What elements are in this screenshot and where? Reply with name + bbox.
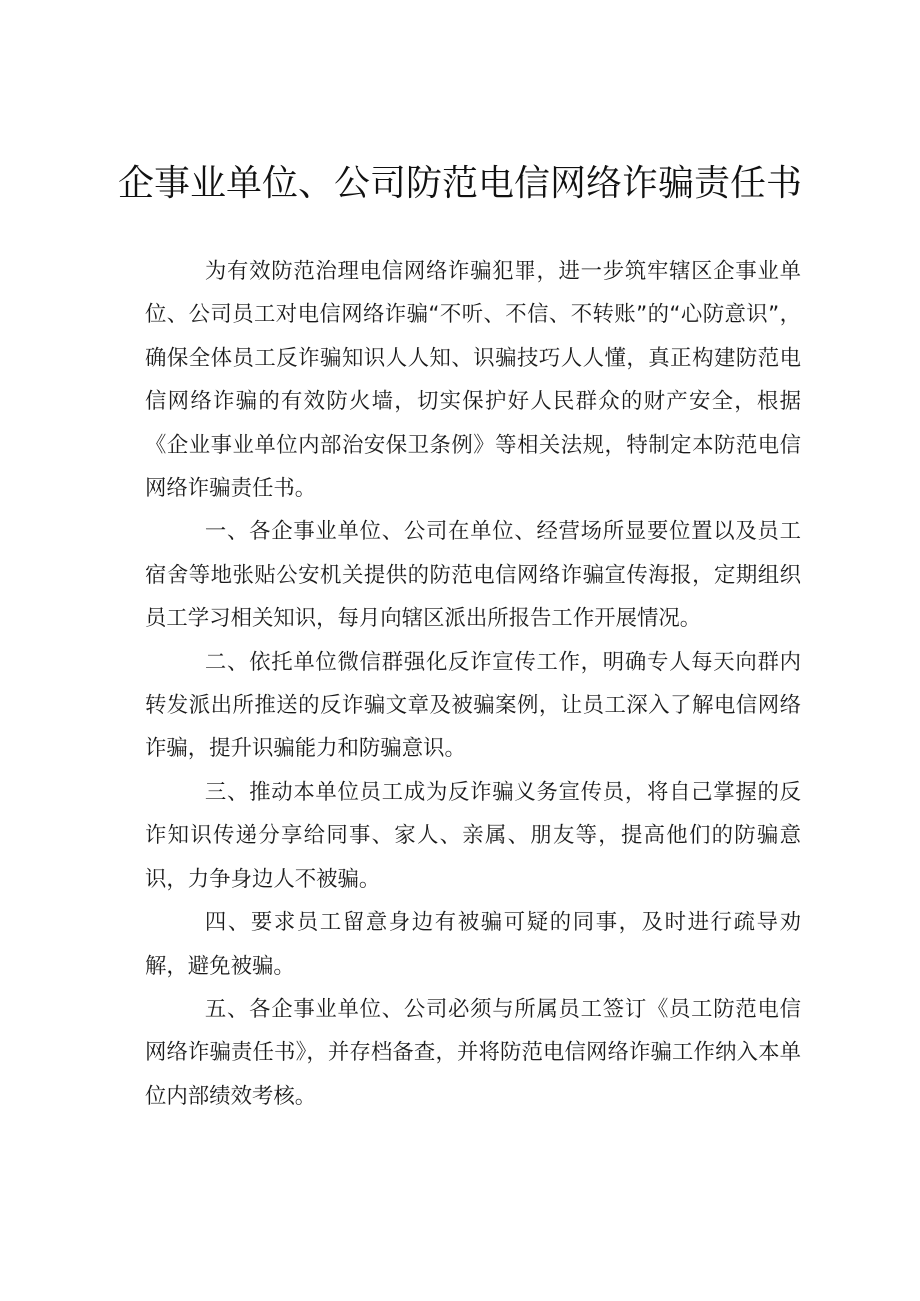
- preamble-paragraph: 为有效防范治理电信网络诈骗犯罪，进一步筑牢辖区企事业单位、公司员工对电信网络诈骗“不听、不信、不转账”的“心防意识”，确保全体员工反诈骗知识人人知、识骗技巧人人懂，真正构建防范电信网络诈骗的有效防火墙，切实保护好人民群众的财产安全，根据《企业事业单位内部治安保卫条例》等相关法规，特制定本防范电信网络诈骗责任书。: [145, 259, 801, 502]
- clause-3-paragraph: 三、推动本单位员工成为反诈骗义务宣传员，将自己掌握的反诈知识传递分享给同事、家人、亲属、朋友等，提高他们的防骗意识，力争身边人不被骗。: [145, 779, 801, 892]
- document-body: [145, 250, 801, 1118]
- document-title: 企事业单位、公司防范电信网络诈骗责任书: [117, 163, 802, 204]
- clause-2-paragraph: 二、依托单位微信群强化反诈宣传工作，明确专人每天向群内转发派出所推送的反诈骗文章及被骗案例，让员工深入了解电信网络诈骗，提升识骗能力和防骗意识。: [145, 649, 801, 762]
- clause-5-paragraph: 五、各企事业单位、公司必须与所属员工签订《员工防范电信网络诈骗责任书》，并存档备查，并将防范电信网络诈骗工作纳入本单位内部绩效考核。: [145, 996, 801, 1109]
- clause-1-paragraph: 一、各企事业单位、公司在单位、经营场所显要位置以及员工宿舍等地张贴公安机关提供的防范电信网络诈骗宣传海报，定期组织员工学习相关知识，每月向辖区派出所报告工作开展情况。: [145, 519, 801, 632]
- clause-4-paragraph: 四、要求员工留意身边有被骗可疑的同事，及时进行疏导劝解，避免被骗。: [145, 910, 801, 979]
